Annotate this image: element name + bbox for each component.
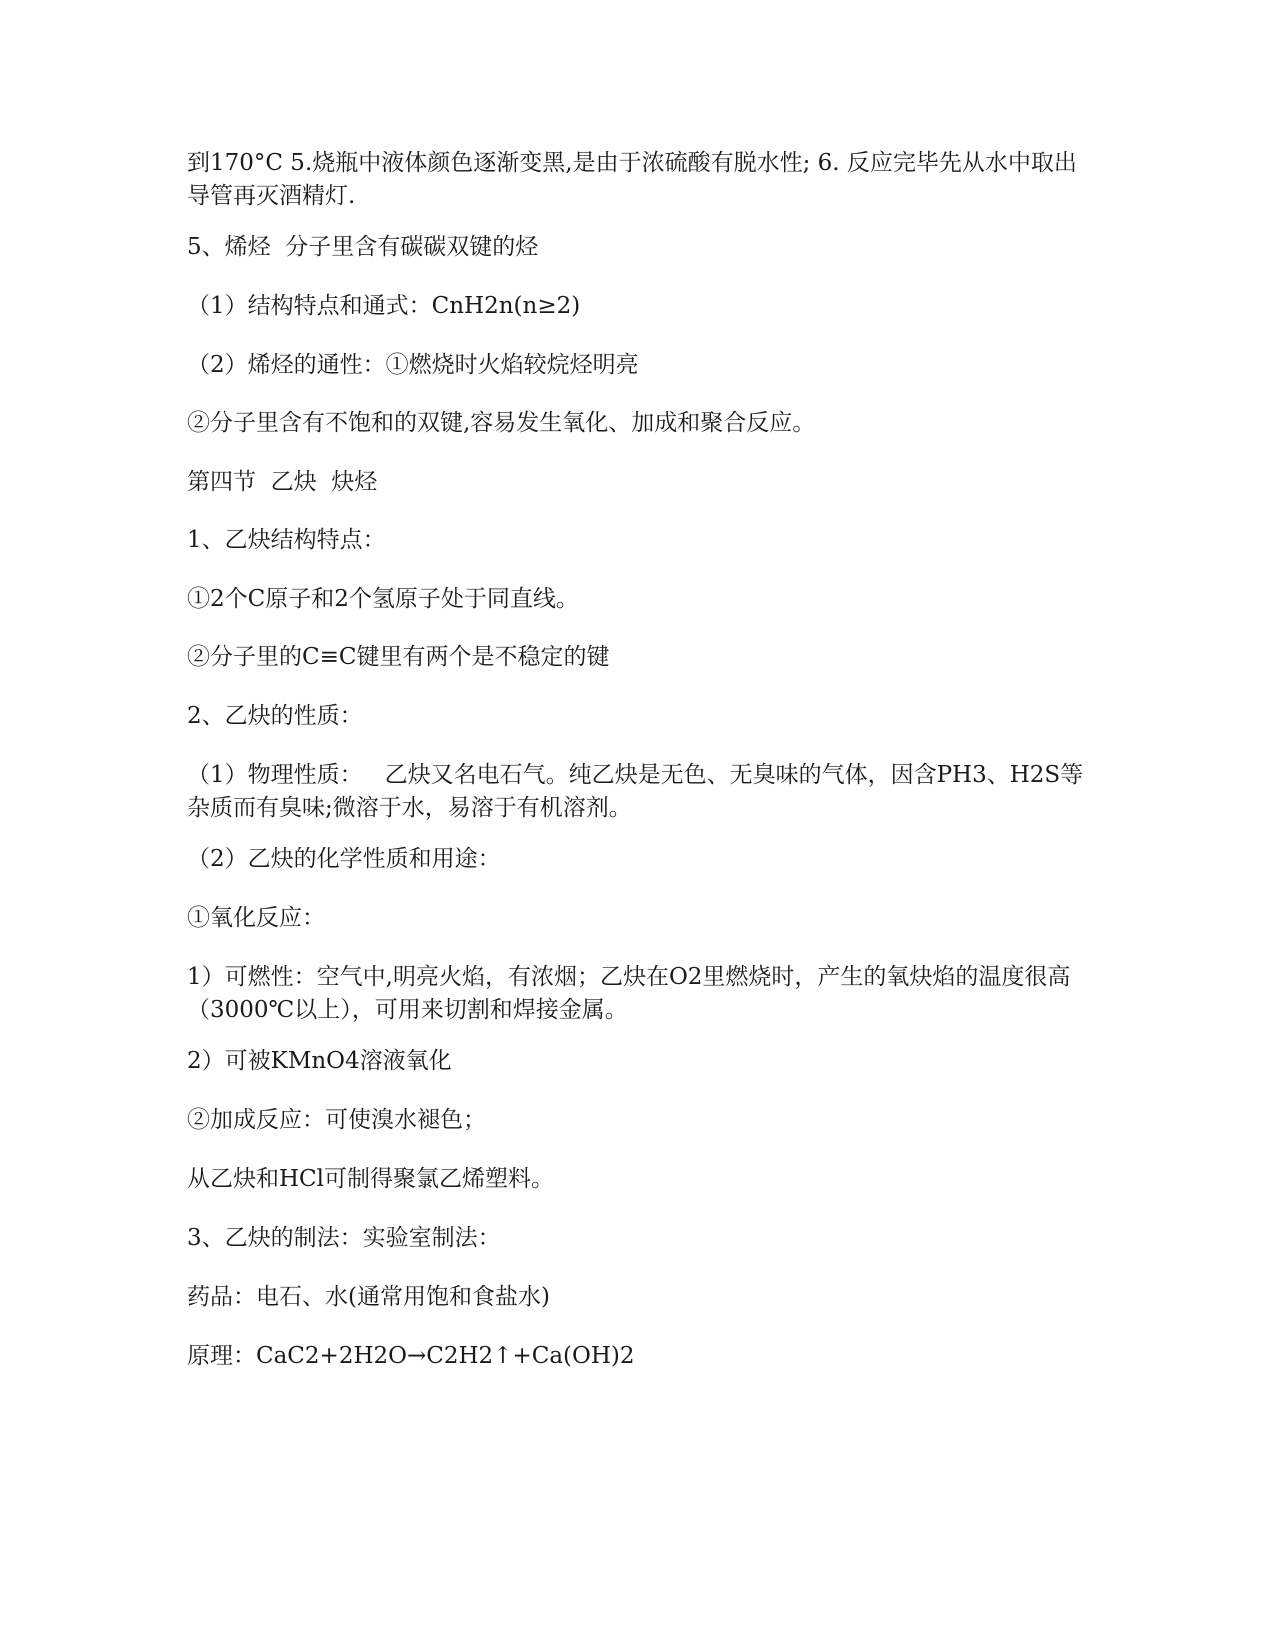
paragraph-7: 1、乙炔结构特点： — [187, 527, 386, 553]
paragraph-20: 原理：CaC2+2H2O→C2H2↑+Ca(OH)2 — [187, 1343, 635, 1369]
paragraph-17: 从乙炔和HCl可制得聚氯乙烯塑料。 — [187, 1166, 555, 1192]
paragraph-11: （1）物理性质： 乙炔又名电石气。纯乙炔是无色、无臭味的气体，因含PH3、H2S等杂质而有臭味;微溶于水，易溶于有机溶剂。 — [187, 762, 1084, 821]
paragraph-14: 1）可燃性：空气中,明亮火焰，有浓烟；乙炔在O2里燃烧时，产生的氧炔焰的温度很高（3000℃以上），可用来切割和焊接金属。 — [187, 964, 1071, 1023]
paragraph-4: （2）烯烃的通性：①燃烧时火焰较烷烃明亮 — [187, 352, 639, 378]
paragraph-12: （2）乙炔的化学性质和用途： — [187, 846, 501, 872]
paragraph-2: 5、烯烃 分子里含有碳碳双键的烃 — [187, 234, 539, 260]
paragraph-13: ①氧化反应： — [187, 905, 325, 931]
paragraph-9: ②分子里的C≡C键里有两个是不稳定的键 — [187, 644, 610, 670]
paragraph-1: 到170°C 5.烧瓶中液体颜色逐渐变黑,是由于浓硫酸有脱水性; 6. 反应完毕先从水中取出导管再灭酒精灯. — [187, 150, 1077, 209]
paragraph-19: 药品：电石、水(通常用饱和食盐水) — [187, 1284, 550, 1310]
paragraph-6: 第四节 乙炔 炔烃 — [187, 469, 378, 495]
paragraph-16: ②加成反应：可使溴水褪色； — [187, 1107, 486, 1133]
paragraph-10: 2、乙炔的性质： — [187, 703, 363, 729]
paragraph-8: ①2个C原子和2个氢原子处于同直线。 — [187, 586, 579, 612]
paragraph-15: 2）可被KMnO4溶液氧化 — [187, 1048, 452, 1074]
paragraph-5: ②分子里含有不饱和的双键,容易发生氧化、加成和聚合反应。 — [187, 410, 816, 436]
paragraph-3: （1）结构特点和通式：CnH2n(n≥2) — [187, 293, 581, 319]
paragraph-18: 3、乙炔的制法：实验室制法： — [187, 1225, 501, 1251]
